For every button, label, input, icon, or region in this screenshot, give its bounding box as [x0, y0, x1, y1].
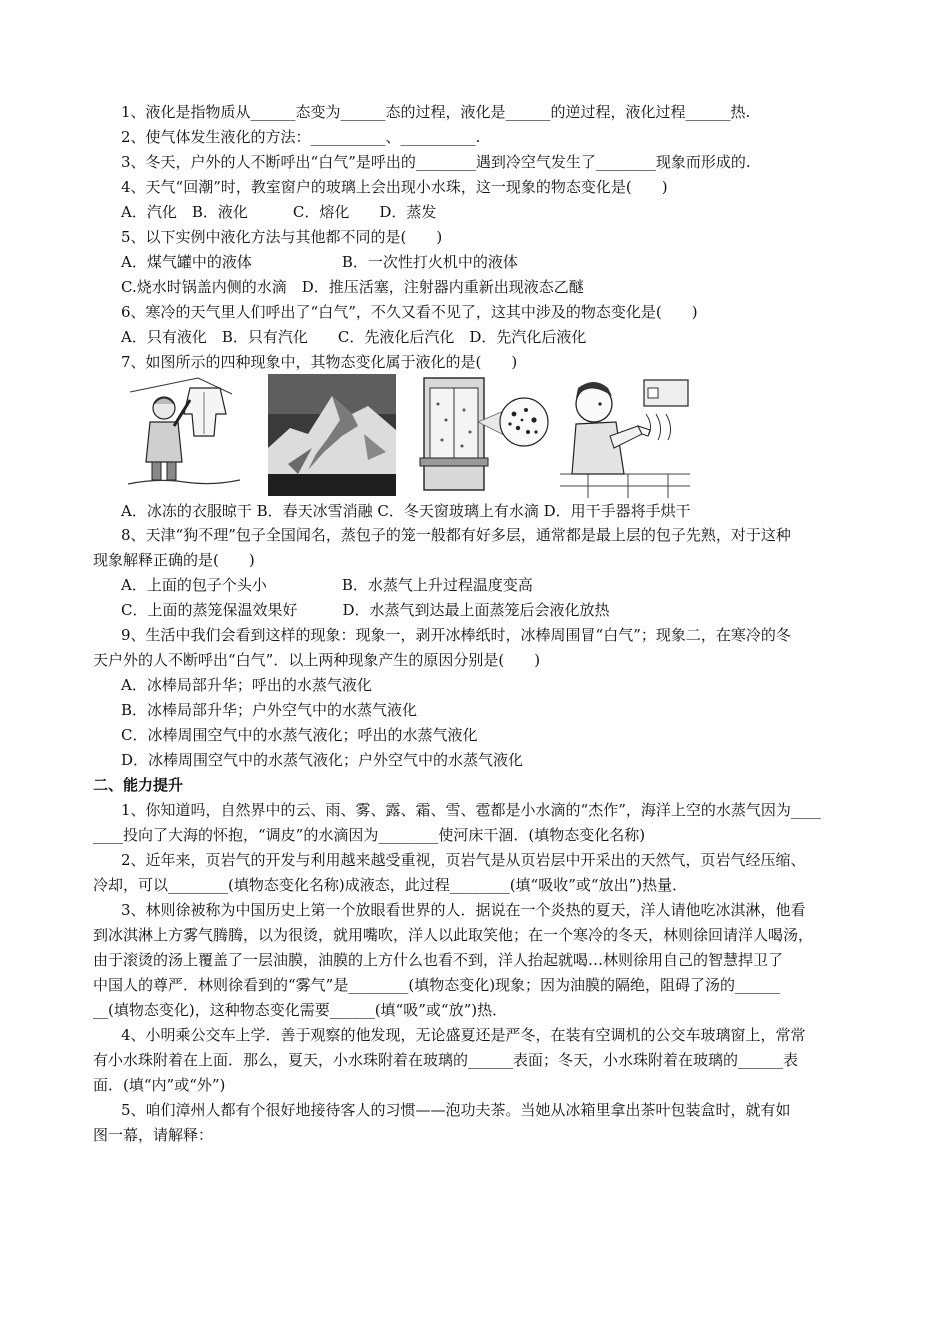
q6-stem: 6、寒冷的天气里人们呼出了“白气”，不久又看不见了，这其中涉及的物态变化是( ) — [121, 303, 698, 321]
q4-stem: 4、天气“回潮”时，教室窗户的玻璃上会出现小水珠，这一现象的物态变化是( ) — [121, 178, 668, 196]
q9-option-a: A．冰棒局部升华；呼出的水蒸气液化 — [121, 676, 372, 694]
s2-p3-line4: 中国人的尊严．林则徐看到的“雾气”是________(填物态变化)现象；因为油膜的隔绝，阻碍了汤的______ — [93, 976, 781, 994]
q7-figures — [0, 374, 950, 498]
q9-option-c: C．冰棒周围空气中的水蒸气液化；呼出的水蒸气液化 — [121, 726, 478, 744]
q5-options-cd: C.烧水时锅盖内侧的水滴 D．推压活塞，注射器内重新出现液态乙醚 — [121, 278, 584, 296]
figure-b-snow-mountain — [268, 374, 396, 496]
q9-option-d: D．冰棒周围空气中的水蒸气液化；户外空气中的水蒸气液化 — [121, 751, 524, 769]
s2-p5-line1: 5、咱们漳州人都有个很好地接待客人的习惯——泡功夫茶。当她从冰箱里拿出茶叶包装盒时，就有如 — [121, 1101, 791, 1119]
s2-p2-line2: 冷却，可以________(填物态变化名称)成液态，此过程________(填“吸收”或“放出”)热量． — [93, 876, 688, 894]
q8-stem-2: 现象解释正确的是( ) — [93, 551, 255, 569]
q8-options-ab: A．上面的包子个头小 B．水蒸气上升过程温度变高 — [121, 576, 533, 594]
s2-p1-line2: ____投向了大海的怀抱，“调皮”的水滴因为________使河床干涸．(填物态变化名称) — [93, 826, 646, 844]
q6-options: A．只有液化 B．只有汽化 C．先液化后汽化 D．先汽化后液化 — [121, 328, 587, 346]
q9-option-b: B．冰棒局部升华；户外空气中的水蒸气液化 — [121, 701, 418, 719]
s2-p4-line1: 4、小明乘公交车上学．善于观察的他发现，无论盛夏还是严冬，在装有空调机的公交车玻璃窗上，常常 — [121, 1026, 806, 1044]
figure-d-hand-dryer — [558, 374, 690, 498]
q9-stem-2: 天户外的人不断呼出“白气”．以上两种现象产生的原因分别是( ) — [93, 651, 541, 669]
q4-options: A．汽化 B．液化 C．熔化 D．蒸发 — [121, 203, 437, 221]
q7-stem: 7、如图所示的四种现象中，其物态变化属于液化的是( ) — [121, 353, 518, 371]
figure-c-window-drops — [414, 374, 550, 494]
q9-stem-1: 9、生活中我们会看到这样的现象：现象一，剥开冰棒纸时，冰棒周围冒“白气”；现象二，在寒冷的冬 — [121, 626, 791, 644]
q7-options: A．冰冻的衣服晾干 B．春天冰雪消融 C．冬天窗玻璃上有水滴 D．用干手器将手烘干 — [121, 502, 691, 520]
s2-p1-line1: 1、你知道吗，自然界中的云、雨、雾、露、霜、雪、雹都是小水滴的“杰作”，海洋上空的水蒸气因为____ — [121, 801, 821, 819]
q8-stem-1: 8、天津“狗不理”包子全国闻名，蒸包子的笼一般都有好多层，通常都是最上层的包子先熟，对于这种 — [121, 526, 791, 544]
q2-text: 2、使气体发生液化的方法：__________、__________. — [121, 128, 481, 146]
q8-options-cd: C．上面的蒸笼保温效果好 D．水蒸气到达最上面蒸笼后会液化放热 — [121, 601, 610, 619]
s2-p4-line2: 有小水珠附着在上面．那么，夏天，小水珠附着在玻璃的______表面；冬天，小水珠附着在玻璃的______表 — [93, 1051, 799, 1069]
section-2-heading: 二、能力提升 — [93, 776, 184, 794]
q1-text: 1、液化是指物质从______态变为______态的过程，液化是______的逆过程，液化过程______热. — [121, 103, 751, 121]
s2-p4-line3: 面．(填“内”或“外”) — [93, 1076, 226, 1094]
q3-text: 3、冬天，户外的人不断呼出“白气”是呼出的________遇到冷空气发生了________现象而形成的. — [121, 153, 751, 171]
q5-options-ab: A．煤气罐中的液体 B．一次性打火机中的液体 — [121, 253, 518, 271]
s2-p3-line2: 到冰淇淋上方雾气腾腾，以为很烫，就用嘴吹，洋人以此取笑他；在一个寒冷的冬天，林则徐回请洋人喝汤， — [93, 926, 814, 944]
s2-p5-line2: 图一幕，请解释： — [93, 1126, 214, 1144]
figure-a-frozen-clothes — [128, 374, 240, 494]
s2-p3-line3: 由于滚烫的汤上覆盖了一层油膜，油膜的上方什么也看不到，洋人抬起就喝…林则徐用自己的智慧捍卫了 — [93, 951, 784, 969]
s2-p3-line1: 3、林则徐被称为中国历史上第一个放眼看世界的人．据说在一个炎热的夏天，洋人请他吃冰淇淋，他看 — [121, 901, 806, 919]
s2-p3-line5: __(填物态变化)，这种物态变化需要______(填“吸”或“放”)热． — [93, 1001, 508, 1019]
q5-stem: 5、以下实例中液化方法与其他都不同的是( ) — [121, 228, 443, 246]
s2-p2-line1: 2、近年来，页岩气的开发与利用越来越受重视，页岩气是从页岩层中开采出的天然气，页岩气经压缩、 — [121, 851, 806, 869]
